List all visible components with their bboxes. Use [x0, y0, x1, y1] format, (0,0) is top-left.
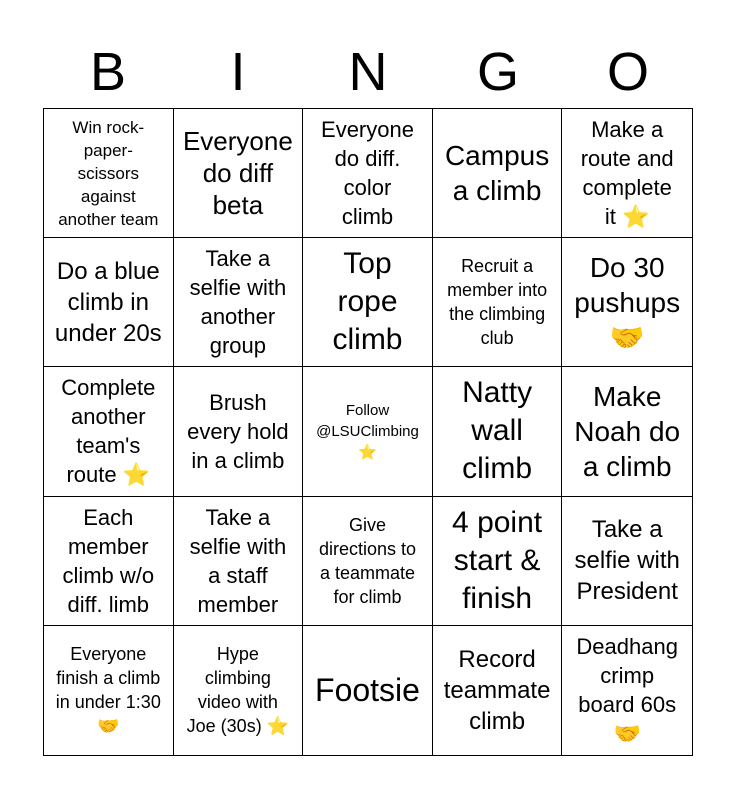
bingo-cell[interactable] — [174, 497, 304, 626]
bingo-cell[interactable] — [174, 109, 304, 238]
cell-text: 4 point start & finish — [452, 505, 543, 615]
cell-text: Record teammate climb — [443, 645, 551, 735]
bingo-cell[interactable] — [433, 238, 563, 367]
bingo-cell[interactable] — [562, 497, 692, 626]
header-letter-g: G — [476, 42, 519, 102]
cell-text: Recruit a member into the climbing club — [447, 256, 548, 349]
bingo-header — [43, 36, 693, 108]
bingo-cell[interactable] — [174, 367, 304, 496]
cell-text: Hype climbing video with Joe (30s) ⭐ — [186, 644, 290, 737]
bingo-cell[interactable] — [562, 367, 692, 496]
bingo-cell[interactable] — [44, 109, 174, 238]
cell-text: Do a blue climb in under 20s — [54, 257, 162, 347]
cell-text: Each member climb w/o diff. limb — [62, 504, 155, 617]
cell-text: Brush every hold in a climb — [187, 389, 289, 473]
bingo-cell[interactable] — [44, 238, 174, 367]
cell-text: Everyone do diff beta — [182, 126, 293, 221]
bingo-cell[interactable] — [433, 109, 563, 238]
bingo-cell[interactable] — [44, 497, 174, 626]
cell-text: Everyone do diff. color climb — [321, 117, 414, 230]
cell-text: Take a selfie with President — [574, 516, 680, 606]
bingo-cell[interactable] — [303, 367, 433, 496]
cell-text: Win rock- paper- scissors against another team — [58, 117, 159, 229]
bingo-cell[interactable] — [433, 626, 563, 755]
cell-text: Give directions to a teammate for climb — [318, 514, 417, 607]
bingo-cell[interactable] — [174, 626, 304, 755]
bingo-cell[interactable] — [303, 497, 433, 626]
cell-text: Natty wall climb — [462, 376, 533, 486]
bingo-cell[interactable] — [562, 109, 692, 238]
cell-text: Do 30 pushups 🤝 — [574, 251, 681, 353]
cell-text: Make a route and complete it ⭐ — [580, 117, 674, 230]
bingo-cell[interactable] — [433, 497, 563, 626]
bingo-cell[interactable] — [44, 367, 174, 496]
bingo-cell[interactable] — [174, 238, 304, 367]
bingo-cell[interactable] — [562, 238, 692, 367]
cell-text: Everyone finish a climb in under 1:30 🤝 — [55, 644, 161, 737]
bingo-cell[interactable] — [433, 367, 563, 496]
cell-text: Make Noah do a climb — [574, 380, 681, 482]
bingo-cell[interactable] — [562, 626, 692, 755]
cell-text: Deadhang crimp board 60s 🤝 — [576, 634, 678, 747]
cell-text: Take a selfie with a staff member — [189, 504, 287, 617]
cell-text: Follow @LSUClimbing ⭐ — [316, 401, 419, 461]
bingo-cell[interactable] — [303, 109, 433, 238]
header-letter-b: B — [89, 42, 127, 102]
header-letter-o: O — [606, 42, 649, 102]
bingo-cell[interactable] — [303, 626, 433, 755]
bingo-cell[interactable] — [303, 238, 433, 367]
cell-text: Top rope climb — [332, 247, 403, 357]
cell-text: Footsie — [315, 671, 420, 708]
cell-text: Take a selfie with another group — [189, 246, 287, 359]
cell-text: Campus a climb — [444, 140, 550, 207]
bingo-cell[interactable] — [44, 626, 174, 755]
cell-text: Complete another team's route ⭐ — [61, 375, 156, 488]
header-letter-n: N — [348, 42, 388, 102]
bingo-board — [43, 108, 693, 756]
header-letter-i: I — [230, 42, 246, 102]
